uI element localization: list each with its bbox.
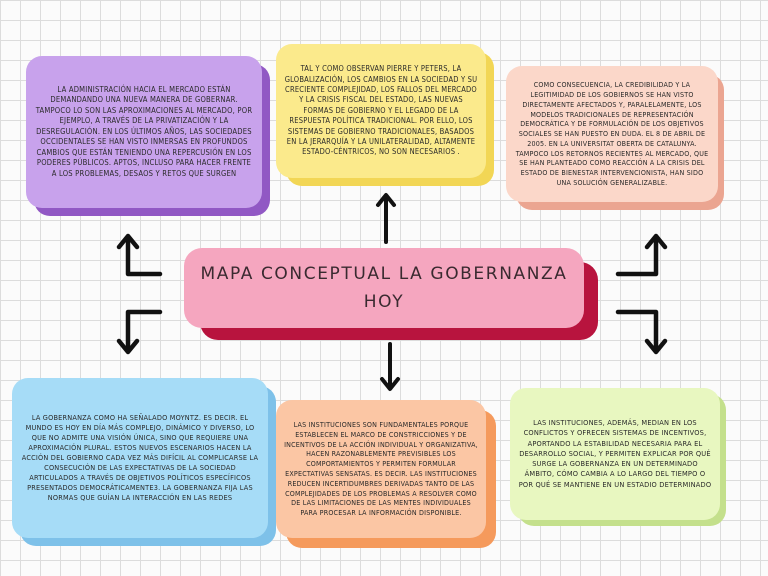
- node-face: [510, 388, 720, 520]
- node-face: [276, 44, 486, 178]
- node-bottom-center: [276, 400, 496, 548]
- node-top-center: [276, 44, 494, 186]
- node-bottom-right-text: LAS INSTITUCIONES, ADEMÁS, MEDIAN EN LOS CONFLICTOS Y OFRECEN SISTEMAS DE INCENTIVOS, APORTANDO LA ESTABILIDAD NECESARIA PARA EL DESARROLLO SOCIAL, Y PERMITEN EXPLICAR POR QUÉ SURGE LA GOBERNANZA EN UN DETERMINADO ÁMBITO, CÓMO CAMBIA A LO LARGO DEL TIEMPO O POR QUÉ SE MANTIENE EN UN ESTADIO DETERMINADO: [518, 418, 712, 489]
- arrow-down-left: [112, 306, 162, 356]
- title-node: [184, 248, 598, 340]
- node-top-center-text: TAL Y COMO OBSERVAN PIERRE Y PETERS, LA GLOBALIZACIÓN, LOS CAMBIOS EN LA SOCIEDAD Y SU CRECIENTE COMPLEJIDAD, LOS FALLOS DEL MERCADO Y LA CRISIS FISCAL DEL ESTADO, LAS NUEVAS FORMAS DE GOBIERNO Y EL LEGADO DE LA RESPUESTA POLÍTICA TRADICIONAL. POR ELLO, LOS SISTEMAS DE GOBIERNO TRADICIONALES, BASADOS EN LA JERARQUÍA Y LA UNILATERALIDAD, ALTAMENTE ESTADO-CÉNTRICOS, NO SON NECESARIOS .: [284, 64, 478, 157]
- arrow-down-right: [616, 306, 666, 356]
- page-title: MAPA CONCEPTUAL LA GOBERNANZA: [200, 263, 568, 284]
- page-title-line2: HOY: [363, 292, 405, 312]
- node-top-left-text: LA ADMINISTRACIÓN HACIA EL MERCADO ESTÁN DEMANDANDO UNA NUEVA MANERA DE GOBERNAR. TAMPOCO LO SON LAS APROXIMACIONES AL MERCADO, POR EJEMPLO, A TRAVÉS DE LA PRIVATIZACIÓN Y LA DESREGULACIÓN. EN LOS ÚLTIMOS AÑOS, LAS SOCIEDADES OCCIDENTALES SE HAN VISTO INMERSAS EN PROFUNDOS CAMBIOS QUE ESTÁN TENIENDO UNA REPERCUSIÓN EN LOS PODERES PÚBLICOS. APTOS, INCLUSO PARA HACER FRENTE A LOS PROBLEMAS, DESAOS Y RETOS QUE SURGEN: [35, 84, 253, 178]
- node-bottom-left-text: LA GOBERNANZA COMO HA SEÑALADO MOYNTZ. ES DECIR. EL MUNDO ES HOY EN DÍA MÁS COMPLEJO, DINÁMICO Y DIVERSO, LO QUE NO ADMITE UNA VISIÓN ÚNICA, SINO QUE REQUIERE UNA APROXIMACIÓN PLURAL. ESTOS NUEVOS ESCENARIOS HACEN LA ACCIÓN DEL GOBIERNO CADA VEZ MÁS DIFÍCIL AL COMPLICARSE LA CONSECUCIÓN DE LAS EXPECTATIVAS DE LA SOCIEDAD ARTICULADOS A TRAVÉS DE OBJETIVOS POLÍTICOS ESPECÍFICOS PRESENTADOS DEMOCRÁTICAMENTE3. LA GOBERNANZA FIJA LAS NORMAS QUE GUÍAN LA INTERACCIÓN EN LAS REDES: [21, 412, 259, 503]
- arrow-up-center: [374, 192, 398, 244]
- arrow-up-right: [616, 232, 666, 282]
- node-top-right: [506, 66, 724, 210]
- node-bottom-center-text: LAS INSTITUCIONES SON FUNDAMENTALES PORQUE ESTABLECEN EL MARCO DE CONSTRICCIONES Y DE INCENTIVOS DE LA ACCIÓN INDIVIDUAL Y ORGANIZATIVA, HACEN RAZONABLEMENTE PREVISIBLES LOS COMPORTAMIENTOS Y PERMITEN FORMULAR EXPECTATIVAS SENSATAS. ES DECIR. LAS INSTITUCIONES REDUCEN INCERTIDUMBRES DERIVADAS TANTO DE LAS COMPLEJIDADES DE LOS PROBLEMAS A RESOLVER COMO DE LAS LIMITACIONES DE LAS MENTES INDIVIDUALES PARA PROCESAR LA INFORMACIÓN DISPONIBLE.: [284, 420, 478, 518]
- node-top-left: [26, 56, 270, 216]
- node-face: [26, 56, 262, 208]
- node-face: [12, 378, 268, 538]
- node-face: [276, 400, 486, 538]
- title-face: [184, 248, 584, 328]
- node-face: [506, 66, 718, 202]
- arrow-down-center: [378, 342, 402, 392]
- node-bottom-right: [510, 388, 726, 526]
- arrow-up-left: [112, 232, 162, 282]
- node-bottom-left: [12, 378, 276, 546]
- node-top-right-text: COMO CONSECUENCIA, LA CREDIBILIDAD Y LA LEGITIMIDAD DE LOS GOBIERNOS SE HAN VISTO DIRECTAMENTE AFECTADOS Y, PARALELAMENTE, LOS MODELOS TRADICIONALES DE REPRESENTACIÓN DEMOCRÁTICA Y DE FORMULACIÓN DE LOS OBJETIVOS SOCIALES SE HAN PUESTO EN DUDA. EL 8 DE ABRIL DE 2005. EN LA UNIVERSITAT OBERTA DE CATALUNYA. TAMPOCO LOS RETORNOS RECIENTES AL MERCADO, QUE SE HAN PLANTEADO COMO REACCIÓN A LA CRISIS DEL ESTADO DE BIENESTAR INTERVENCIONISTA, HAN SIDO UNA SOLUCIÓN GENERALIZABLE.: [515, 80, 709, 188]
